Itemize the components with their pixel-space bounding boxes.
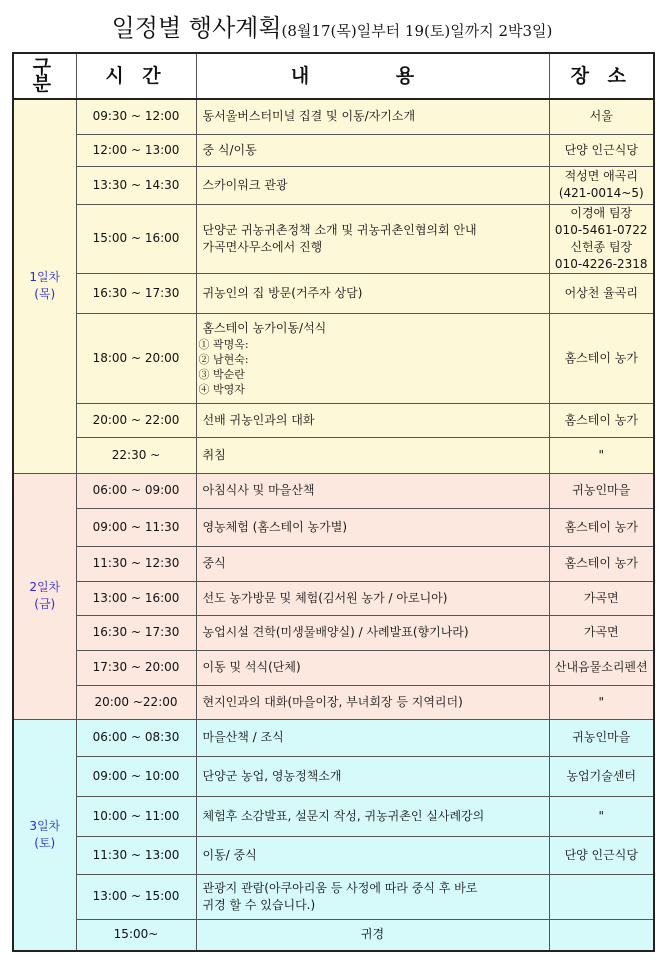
content-text: 농업시설 견학(미생물배양실) / 사례발표(향기나라) bbox=[202, 625, 469, 639]
table-row bbox=[13, 437, 654, 473]
time-cell: 16:30 ~ 17:30 bbox=[76, 273, 196, 313]
place-line: 가곡면 bbox=[583, 625, 619, 639]
table-row bbox=[13, 796, 654, 836]
content-cell bbox=[196, 99, 549, 134]
day-number: 1일차 bbox=[29, 270, 61, 285]
schedule-body bbox=[13, 99, 654, 951]
content-cell bbox=[196, 204, 549, 273]
table-header-row bbox=[13, 53, 654, 99]
content-text: 동서울버스터미널 집결 및 이동/자기소개 bbox=[202, 109, 416, 124]
table-row bbox=[13, 313, 654, 403]
place-cell bbox=[549, 508, 654, 546]
content-cell bbox=[196, 134, 549, 166]
table-row bbox=[13, 650, 654, 685]
content-text: 영농체험 (홈스테이 농가별) bbox=[202, 519, 348, 534]
time-cell: 11:30 ~ 12:30 bbox=[76, 546, 196, 581]
content-cell bbox=[196, 874, 549, 919]
place-cell bbox=[549, 273, 654, 313]
host-family-item: ② 남현숙: bbox=[198, 352, 249, 366]
content-cell bbox=[196, 166, 549, 204]
header-place: 장 소 bbox=[549, 53, 654, 99]
time-cell: 06:00 ~ 08:30 bbox=[76, 719, 196, 756]
content-text: 이동/ 중식 bbox=[202, 847, 257, 862]
place-cell bbox=[549, 685, 654, 719]
table-row bbox=[13, 874, 654, 919]
day-label-cell bbox=[13, 719, 76, 951]
place-cell bbox=[549, 166, 654, 204]
table-row bbox=[13, 685, 654, 719]
place-cell bbox=[549, 134, 654, 166]
place-line: 적성면 애곡리 bbox=[564, 169, 638, 183]
content-text: 스카이워크 관광 bbox=[202, 177, 288, 192]
place-line: 어상천 율곡리 bbox=[564, 285, 638, 300]
time-cell: 13:30 ~ 14:30 bbox=[76, 166, 196, 204]
table-row bbox=[13, 615, 654, 650]
content-text: 선배 귀농인과의 대화 bbox=[202, 412, 315, 427]
place-line: 산내음물소리펜션 bbox=[554, 660, 648, 674]
place-cell bbox=[549, 919, 654, 951]
table-row bbox=[13, 204, 654, 273]
content-cell bbox=[196, 403, 549, 437]
header-content: 내 용 bbox=[196, 53, 549, 99]
header-division: 구 분 bbox=[13, 53, 76, 99]
place-cell bbox=[549, 836, 654, 874]
table-row bbox=[13, 473, 654, 508]
place-cell bbox=[549, 796, 654, 836]
content-cell bbox=[196, 473, 549, 508]
title-subtitle: (8월17(목)일부터 19(토)일까지 2박3일) bbox=[281, 22, 553, 40]
title-main: 일정별 행사계획 bbox=[111, 14, 282, 42]
place-cell bbox=[549, 874, 654, 919]
table-row bbox=[13, 134, 654, 166]
content-text: 귀경 bbox=[360, 927, 385, 942]
place-line: (421-0014~5) bbox=[558, 186, 644, 200]
place-cell bbox=[549, 99, 654, 134]
place-line: 홈스테이 농가 bbox=[564, 519, 638, 534]
time-cell: 10:00 ~ 11:00 bbox=[76, 796, 196, 836]
content-text: 마을산책 / 조식 bbox=[202, 730, 284, 744]
content-cell bbox=[196, 919, 549, 951]
content-text: 귀농인의 집 방문(거주자 상담) bbox=[202, 285, 363, 300]
place-line: 가곡면 bbox=[583, 590, 619, 605]
content-text: 중식 bbox=[202, 556, 226, 570]
place-line: 신헌종 팀장 bbox=[570, 239, 633, 254]
time-cell: 13:00 ~ 16:00 bbox=[76, 581, 196, 615]
place-cell bbox=[549, 756, 654, 796]
content-cell bbox=[196, 685, 549, 719]
host-family-item: ④ 박영자 bbox=[198, 382, 245, 396]
day-label-cell bbox=[13, 473, 76, 719]
content-cell bbox=[196, 796, 549, 836]
table-row bbox=[13, 581, 654, 615]
place-line: 이경애 팀장 bbox=[570, 205, 633, 220]
table-row bbox=[13, 546, 654, 581]
content-text: 취침 bbox=[202, 447, 226, 462]
day-weekday: (토) bbox=[34, 835, 56, 850]
place-cell bbox=[549, 204, 654, 273]
place-cell bbox=[549, 473, 654, 508]
place-cell bbox=[549, 719, 654, 756]
place-cell bbox=[549, 581, 654, 615]
time-cell: 20:00 ~ 22:00 bbox=[76, 403, 196, 437]
content-text: 홈스테이 농가이동/석식 bbox=[202, 320, 327, 335]
place-line: 단양 인근식당 bbox=[564, 847, 638, 862]
time-cell: 09:00 ~ 11:30 bbox=[76, 508, 196, 546]
content-text: 이동 및 석식(단체) bbox=[202, 660, 301, 674]
time-cell: 13:00 ~ 15:00 bbox=[76, 874, 196, 919]
place-line: 홈스테이 농가 bbox=[564, 350, 638, 365]
content-cell bbox=[196, 756, 549, 796]
content-cell bbox=[196, 508, 549, 546]
table-row bbox=[13, 919, 654, 951]
page-title bbox=[0, 8, 664, 43]
time-cell: 09:30 ~ 12:00 bbox=[76, 99, 196, 134]
content-text: 체험후 소감발표, 설문지 작성, 귀농귀촌인 실사례강의 bbox=[202, 808, 485, 823]
place-line: 010-4226-2318 bbox=[554, 256, 648, 271]
day-weekday: (목) bbox=[34, 287, 56, 302]
content-cell bbox=[196, 273, 549, 313]
table-row bbox=[13, 273, 654, 313]
content-text: 단양군 농업, 영농정책소개 bbox=[202, 768, 342, 783]
day-number: 3일차 bbox=[29, 818, 61, 833]
day-label-cell bbox=[13, 99, 76, 473]
table-row bbox=[13, 166, 654, 204]
table-row bbox=[13, 836, 654, 874]
table-row bbox=[13, 99, 654, 134]
table-row bbox=[13, 756, 654, 796]
place-cell bbox=[549, 615, 654, 650]
time-cell: 16:30 ~ 17:30 bbox=[76, 615, 196, 650]
content-text: 단양군 귀농귀촌정책 소개 및 귀농귀촌인협의회 안내 가곡면사무소에서 진행 bbox=[202, 222, 477, 254]
place-line: 서울 bbox=[589, 109, 613, 124]
place-cell bbox=[549, 650, 654, 685]
place-line: 귀농인마을 bbox=[572, 730, 631, 744]
place-line: 귀농인마을 bbox=[572, 483, 631, 497]
content-text: 선도 농가방문 및 체험(김서원 농가 / 아로니아) bbox=[202, 590, 448, 605]
time-cell: 17:30 ~ 20:00 bbox=[76, 650, 196, 685]
content-cell bbox=[196, 650, 549, 685]
time-cell: 06:00 ~ 09:00 bbox=[76, 473, 196, 508]
table-row bbox=[13, 719, 654, 756]
time-cell: 12:00 ~ 13:00 bbox=[76, 134, 196, 166]
table-row bbox=[13, 508, 654, 546]
time-cell: 11:30 ~ 13:00 bbox=[76, 836, 196, 874]
content-cell bbox=[196, 615, 549, 650]
place-line: 홈스테이 농가 bbox=[564, 556, 638, 570]
place-line: 010-5461-0722 bbox=[554, 222, 648, 237]
host-family-item: ① 곽명옥: bbox=[198, 337, 249, 351]
header-time: 시 간 bbox=[76, 53, 196, 99]
schedule-table bbox=[12, 52, 655, 952]
content-text: 현지인과의 대화(마을이장, 부녀회장 등 지역리더) bbox=[202, 694, 463, 709]
content-cell bbox=[196, 546, 549, 581]
content-text: 관광지 관람(아쿠아리움 등 사정에 따라 중식 후 바로 귀경 할 수 있습니다.) bbox=[202, 880, 478, 912]
time-cell: 15:00 ~ 16:00 bbox=[76, 204, 196, 273]
place-line: 농업기술센터 bbox=[566, 768, 637, 783]
place-cell bbox=[549, 546, 654, 581]
place-cell bbox=[549, 437, 654, 473]
place-line: 홈스테이 농가 bbox=[564, 412, 638, 427]
time-cell: 22:30 ~ bbox=[76, 437, 196, 473]
content-cell bbox=[196, 719, 549, 756]
table-row bbox=[13, 403, 654, 437]
content-cell bbox=[196, 437, 549, 473]
time-cell: 15:00~ bbox=[76, 919, 196, 951]
host-family-item: ③ 박순란 bbox=[198, 367, 245, 381]
content-cell bbox=[196, 581, 549, 615]
time-cell: 18:00 ~ 20:00 bbox=[76, 313, 196, 403]
place-cell bbox=[549, 313, 654, 403]
place-cell bbox=[549, 403, 654, 437]
content-text: 아침식사 및 마을산책 bbox=[202, 483, 315, 497]
time-cell: 20:00 ~22:00 bbox=[76, 685, 196, 719]
time-cell: 09:00 ~ 10:00 bbox=[76, 756, 196, 796]
place-line: " bbox=[598, 447, 605, 462]
content-text: 중 식/이동 bbox=[202, 142, 257, 157]
place-line: " bbox=[598, 808, 605, 823]
day-weekday: (금) bbox=[34, 597, 56, 611]
content-cell bbox=[196, 836, 549, 874]
content-cell bbox=[196, 313, 549, 403]
day-number: 2일차 bbox=[29, 580, 61, 594]
place-line: 단양 인근식당 bbox=[564, 142, 638, 157]
place-line: " bbox=[598, 694, 605, 709]
